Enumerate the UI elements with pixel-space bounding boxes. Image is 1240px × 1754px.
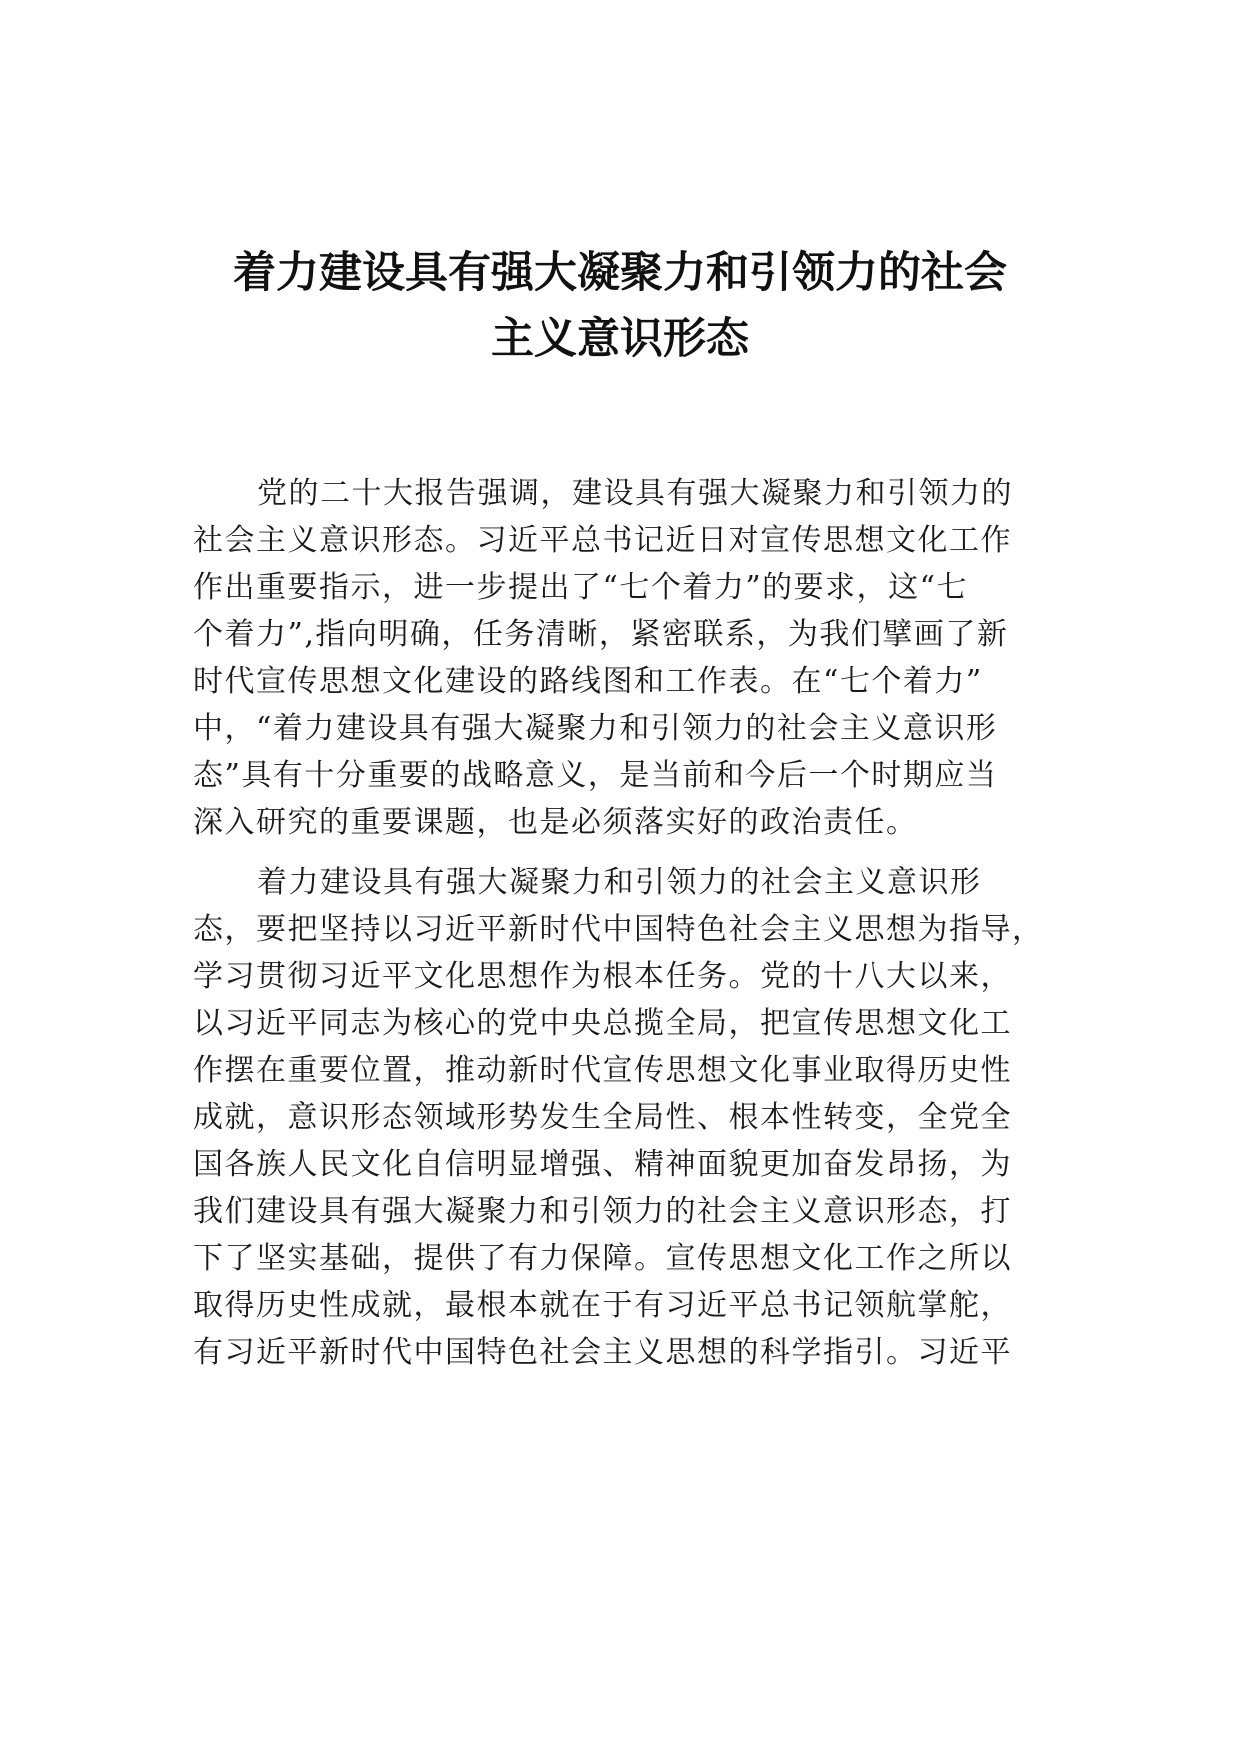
paragraph-line: 成就，意识形态领域形势发生全局性、根本性转变，全党全 bbox=[193, 1100, 1012, 1135]
paragraph-line: 学习贯彻习近平文化思想作为根本任务。党的十八大以来， bbox=[193, 959, 1012, 994]
paragraph-line: 着力建设具有强大凝聚力和引领力的社会主义意识形 bbox=[257, 865, 982, 900]
paragraph-line: 取得历史性成就，最根本就在于有习近平总书记领航掌舵， bbox=[193, 1288, 1012, 1323]
document-title bbox=[150, 240, 1090, 372]
paragraph-line: 作出重要指示，进一步提出了“七个着力”的要求，这“七 bbox=[193, 570, 969, 605]
paragraph-line: 个着力”,指向明确，任务清晰，紧密联系，为我们擘画了新 bbox=[193, 617, 1009, 652]
paragraph-line: 下了坚实基础，提供了有力保障。宣传思想文化工作之所以 bbox=[193, 1241, 1012, 1276]
paragraph-line: 中，“着力建设具有强大凝聚力和引领力的社会主义意识形 bbox=[193, 711, 998, 746]
paragraph-line: 态，要把坚持以习近平新时代中国特色社会主义思想为指导， bbox=[193, 912, 1044, 947]
paragraph-line: 国各族人民文化自信明显增强、精神面貌更加奋发昂扬，为 bbox=[193, 1147, 1012, 1182]
title-line: 主义意识形态 bbox=[491, 314, 749, 364]
title-line: 着力建设具有强大凝聚力和引领力的社会 bbox=[233, 248, 1007, 298]
paragraph-line: 有习近平新时代中国特色社会主义思想的科学指引。习近平 bbox=[193, 1335, 1012, 1370]
paragraph bbox=[193, 470, 1053, 846]
paragraph-line: 时代宣传思想文化建设的路线图和工作表。在“七个着力” bbox=[193, 664, 983, 699]
paragraph-line: 深入研究的重要课题，也是必须落实好的政治责任。 bbox=[193, 805, 918, 840]
paragraph-line: 以习近平同志为核心的党中央总揽全局，把宣传思想文化工 bbox=[193, 1006, 1012, 1041]
paragraph-line: 态”具有十分重要的战略意义，是当前和今后一个时期应当 bbox=[193, 758, 998, 793]
document-body bbox=[193, 470, 1053, 1389]
paragraph-line: 社会主义意识形态。习近平总书记近日对宣传思想文化工作 bbox=[193, 523, 1012, 558]
paragraph-line: 我们建设具有强大凝聚力和引领力的社会主义意识形态，打 bbox=[193, 1194, 1012, 1229]
paragraph bbox=[193, 859, 1053, 1376]
paragraph-line: 作摆在重要位置，推动新时代宣传思想文化事业取得历史性 bbox=[193, 1053, 1012, 1088]
paragraph-line: 党的二十大报告强调，建设具有强大凝聚力和引领力的 bbox=[257, 476, 1013, 511]
